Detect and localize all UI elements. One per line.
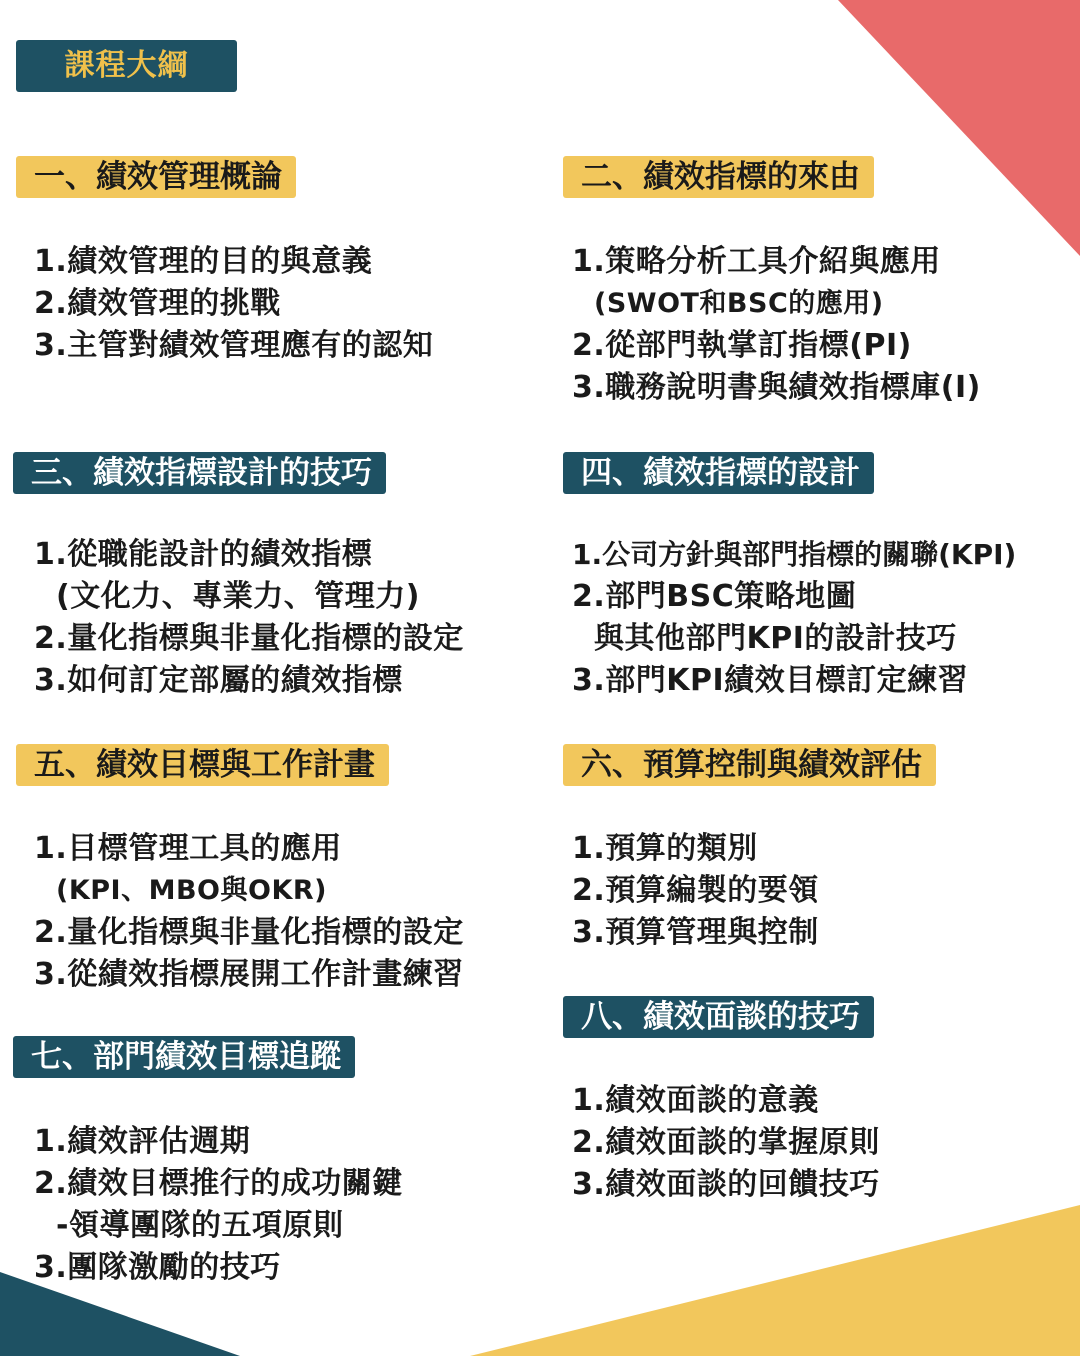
list-item: 3.職務說明書與績效指標庫(I) [572,370,981,405]
list-item: 1.公司方針與部門指標的關聯(KPI) [572,538,1017,571]
section-heading-6: 六、預算控制與績效評估 [563,744,936,786]
list-item: 2.從部門執掌訂指標(PI) [572,328,912,363]
list-item: 2.績效面談的掌握原則 [572,1125,880,1160]
list-item: 2.績效目標推行的成功關鍵 [34,1166,403,1201]
list-item: 3.部門KPI績效目標訂定練習 [572,663,969,698]
list-item: -領導團隊的五項原則 [56,1208,344,1243]
section-items-2 [572,241,981,409]
list-item: 1.從職能設計的績效指標 [34,537,373,572]
list-item: 3.預算管理與控制 [572,915,819,950]
section-items-3 [34,534,464,702]
list-item: (KPI、MBO與OKR) [56,875,328,906]
section-heading-2: 二、績效指標的來由 [563,156,874,198]
section-heading-7: 七、部門績效目標追蹤 [13,1036,355,1078]
section-items-7 [34,1121,403,1289]
list-item: 3.績效面談的回饋技巧 [572,1167,880,1202]
page-title: 課程大綱 [16,40,237,92]
list-item: 1.目標管理工具的應用 [34,831,342,866]
list-item: 3.如何訂定部屬的績效指標 [34,663,403,698]
list-item: (SWOT和BSC的應用) [594,288,884,319]
list-item: 與其他部門KPI的設計技巧 [594,621,957,656]
list-item: 3.主管對績效管理應有的認知 [34,328,434,363]
section-items-8 [572,1080,880,1206]
section-items-5 [34,828,464,996]
section-heading-5: 五、績效目標與工作計畫 [16,744,389,786]
section-heading-3: 三、績效指標設計的技巧 [13,452,386,494]
section-items-4 [572,534,1016,702]
list-item: 3.從績效指標展開工作計畫練習 [34,957,464,992]
list-item: 1.績效管理的目的與意義 [34,244,373,279]
section-heading-8: 八、績效面談的技巧 [563,996,874,1038]
list-item: 1.績效評估週期 [34,1124,251,1159]
list-item: 3.團隊激勵的技巧 [34,1250,281,1285]
list-item: (文化力、專業力、管理力) [56,579,420,614]
list-item: 2.部門BSC策略地圖 [572,579,857,614]
list-item: 1.預算的類別 [572,831,758,866]
section-items-1 [34,241,433,367]
list-item: 2.量化指標與非量化指標的設定 [34,621,464,656]
list-item: 1.策略分析工具介紹與應用 [572,244,941,279]
section-heading-4: 四、績效指標的設計 [563,452,874,494]
section-items-6 [572,828,819,954]
list-item: 2.量化指標與非量化指標的設定 [34,915,464,950]
list-item: 1.績效面談的意義 [572,1083,819,1118]
list-item: 2.預算編製的要領 [572,873,819,908]
list-item: 2.績效管理的挑戰 [34,286,281,321]
section-heading-1: 一、績效管理概論 [16,156,296,198]
